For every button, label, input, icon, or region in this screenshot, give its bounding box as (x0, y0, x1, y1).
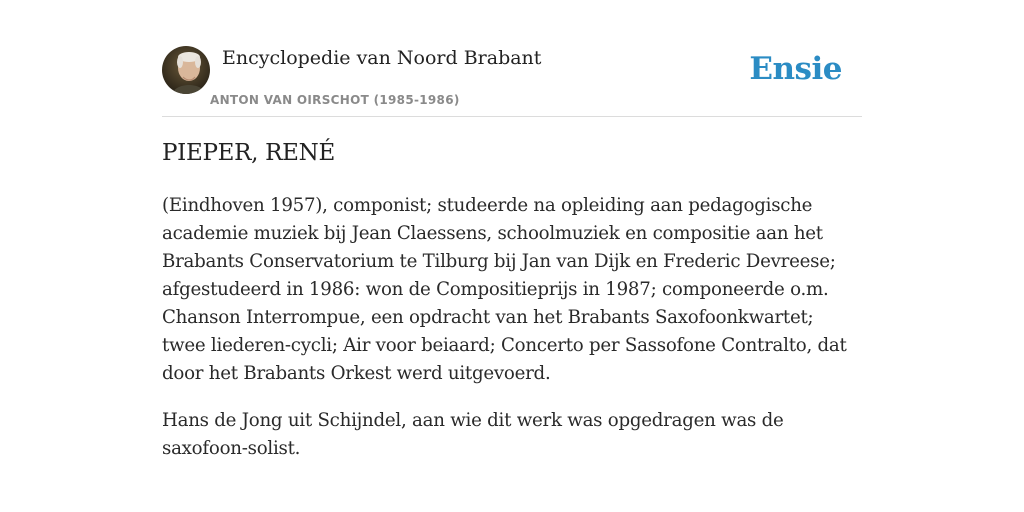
author-avatar[interactable] (162, 46, 210, 94)
article-title: PIEPER, RENÉ (162, 140, 335, 166)
brand-logo[interactable]: Ensie (749, 51, 842, 87)
publication-name[interactable]: Encyclopedie van Noord Brabant (222, 47, 542, 69)
article-paragraph: (Eindhoven 1957), componist; studeerde na opleiding aan pedagogische academie muziek bij Jean Claessens, schoolmuziek en compositie aan het Brabants Conservatorium te Tilburg bij Jan van Dijk en Frederic Devreese; afgestudeerd in 1986: won de Compositieprijs in 1987; componeerde o.m. Chanson Interrompue, een opdracht van het Brabants Saxofoonkwartet; twee liederen-cycli; Air voor beiaard; Concerto per Sassofone Contralto, dat door het Brabants Orkest werd uitgevoerd. (162, 195, 847, 384)
article-body (162, 192, 862, 482)
author-name[interactable]: ANTON VAN OIRSCHOT (1985-1986) (210, 93, 460, 107)
article-paragraph: Hans de Jong uit Schijndel, aan wie dit werk was opgedragen was de saxofoon-solist. (162, 410, 784, 459)
article-header (162, 46, 862, 117)
author-portrait-icon (162, 46, 210, 94)
article-card (162, 0, 862, 512)
